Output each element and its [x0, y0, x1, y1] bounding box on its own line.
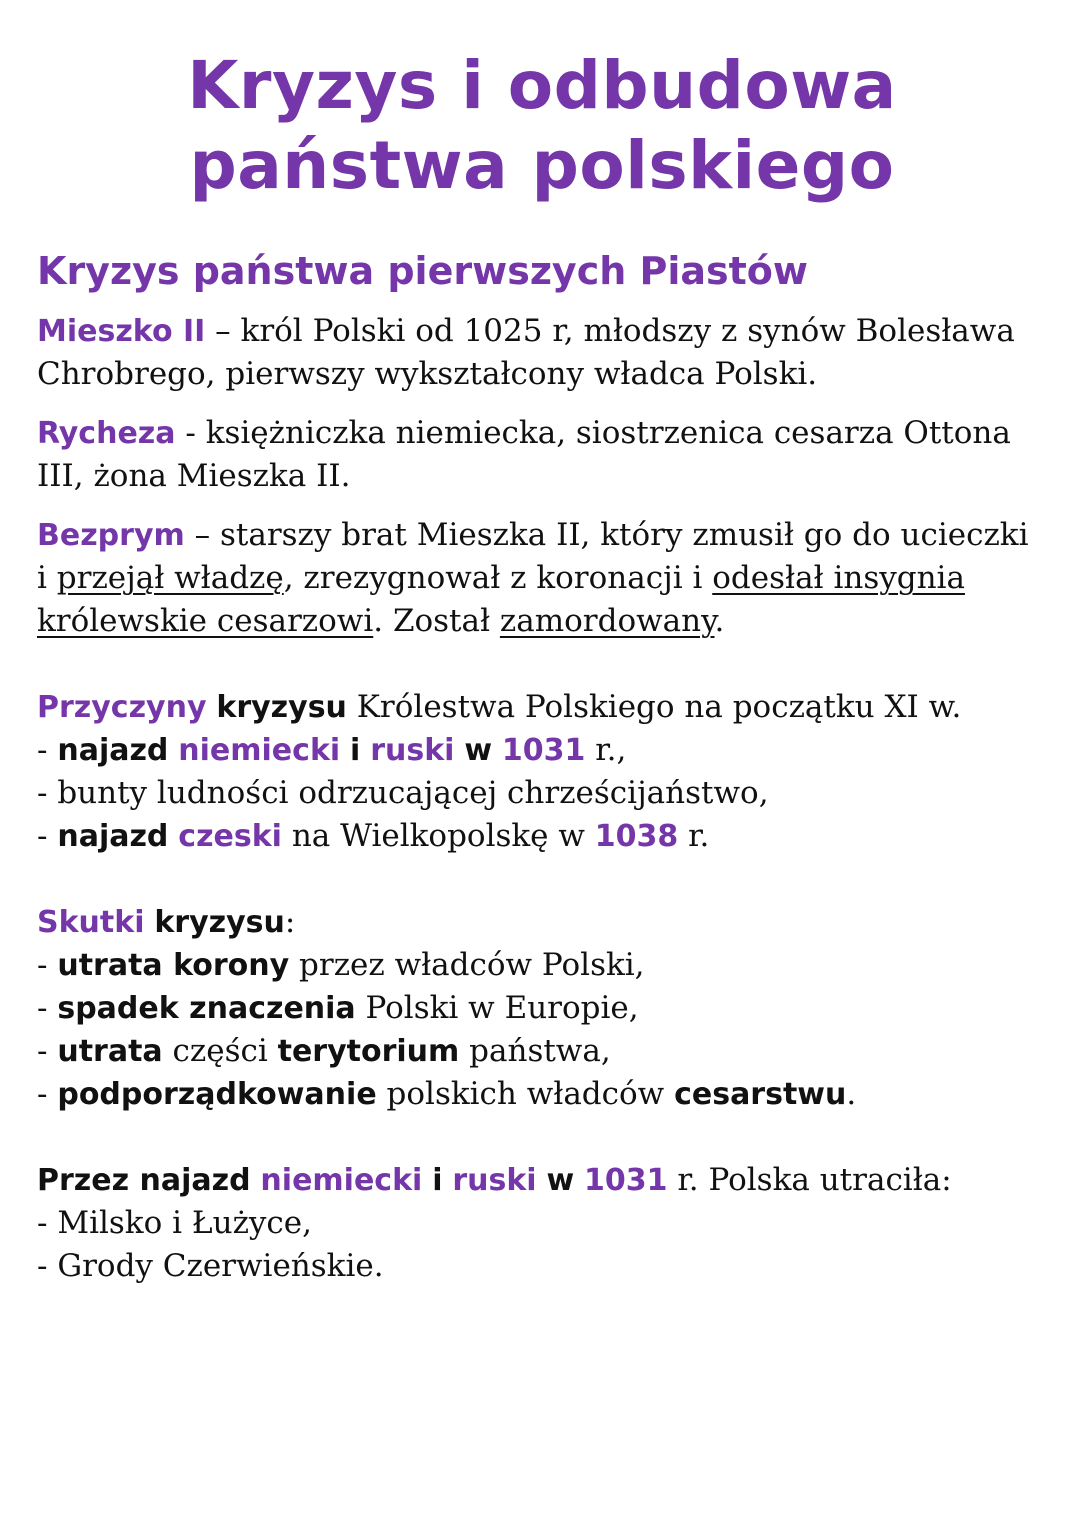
term-rycheza: Rycheza [37, 416, 176, 451]
list-dash: - [37, 1076, 58, 1112]
page-title [37, 46, 1047, 206]
section-heading: Kryzys państwa pierwszych Piastów [37, 249, 809, 293]
causes-heading [37, 686, 1047, 729]
accent-text: niemiecki [260, 1163, 423, 1198]
accent-text: ruski [452, 1163, 537, 1198]
list-dash: - [37, 947, 58, 983]
effects-heading-strong: kryzysu [154, 905, 285, 940]
bold-text: najazd [57, 733, 169, 768]
plain-text: państwa, [459, 1033, 611, 1069]
bold-text: utrata korony [57, 948, 290, 983]
bezprym-underline-1: przejął władzę [56, 560, 284, 596]
term-mieszko: Mieszko II [37, 314, 206, 349]
plain-text: r. Polska utraciła: [667, 1162, 952, 1198]
list-dash: - [37, 732, 58, 768]
bold-text: w [464, 733, 493, 768]
effects-block [37, 901, 1047, 1116]
accent-year: 1031 [584, 1163, 668, 1198]
causes-item-3 [37, 815, 1047, 858]
bold-text: w [546, 1163, 575, 1198]
bezprym-underline-3: zamordowany [499, 603, 715, 639]
accent-text: niemiecki [178, 733, 341, 768]
paragraph-rycheza [37, 412, 1047, 498]
bold-text: najazd [57, 819, 169, 854]
term-bezprym: Bezprym [37, 518, 185, 553]
bold-text: i [432, 1163, 443, 1198]
list-dash: - [37, 818, 58, 854]
document-page [37, 0, 1047, 1288]
accent-year: 1038 [594, 819, 679, 854]
plain-text: polskich władców [376, 1076, 675, 1112]
effects-item-3 [37, 1030, 1047, 1073]
plain-text: przez władców Polski, [289, 947, 645, 983]
list-dash: - [37, 1033, 58, 1069]
bold-text: terytorium [277, 1034, 460, 1069]
causes-heading-strong: kryzysu [216, 690, 347, 725]
losses-item-2: - Grody Czerwieńskie. [37, 1248, 384, 1284]
bold-text: cesarstwu [674, 1077, 847, 1112]
mieszko-description: – król Polski od 1025 r, młodszy z synów Bolesława Chrobrego, pierwszy wykształcony władca Polski. [37, 313, 1015, 392]
bold-text: spadek znaczenia [57, 991, 356, 1026]
causes-heading-accent: Przyczyny [37, 690, 207, 725]
bold-text: utrata [57, 1034, 163, 1069]
losses-block [37, 1159, 1047, 1288]
paragraph-bezprym [37, 514, 1047, 643]
bezprym-text-1: – starszy brat Mieszka II, który zmusił go do ucieczki i [37, 517, 1029, 596]
bold-text: i [350, 733, 361, 768]
list-dash: - [37, 990, 58, 1026]
plain-text: r., [585, 732, 627, 768]
causes-heading-rest: Królestwa Polskiego na początku XI w. [346, 689, 962, 725]
bezprym-underline-2: odesłał insygnia królewskie cesarzowi [37, 560, 965, 639]
effects-heading-accent: Skutki [37, 905, 145, 940]
page-title-line-1: Kryzys i odbudowa [187, 47, 897, 124]
bold-text: Przez najazd [37, 1163, 251, 1198]
plain-text: na Wielkopolskę w [281, 818, 595, 854]
bezprym-text-2: , zrezygnował z koronacji i [283, 560, 713, 596]
losses-heading [37, 1159, 1047, 1202]
plain-text: Polski w Europie, [355, 990, 639, 1026]
effects-item-1 [37, 944, 1047, 987]
effects-item-4 [37, 1073, 1047, 1116]
effects-item-2 [37, 987, 1047, 1030]
bold-text: podporządkowanie [57, 1077, 377, 1112]
plain-text: r. [678, 818, 710, 854]
page-title-line-2: państwa polskiego [189, 127, 895, 204]
accent-text: czeski [178, 819, 282, 854]
causes-item-1 [37, 729, 1047, 772]
causes-item-2: - bunty ludności odrzucającej chrześcijaństwo, [37, 775, 769, 811]
effects-heading [37, 901, 1047, 944]
causes-block [37, 686, 1047, 858]
effects-heading-rest: : [284, 904, 296, 940]
bezprym-text-4: . [714, 603, 725, 639]
paragraph-mieszko [37, 310, 1047, 396]
bezprym-text-3: . Został [373, 603, 500, 639]
plain-text: . [846, 1076, 857, 1112]
accent-year: 1031 [501, 733, 586, 768]
losses-item-1: - Milsko i Łużyce, [37, 1205, 312, 1241]
plain-text: części [162, 1033, 278, 1069]
accent-text: ruski [370, 733, 455, 768]
rycheza-description: - księżniczka niemiecka, siostrzenica cesarza Ottona III, żona Mieszka II. [37, 415, 1011, 494]
